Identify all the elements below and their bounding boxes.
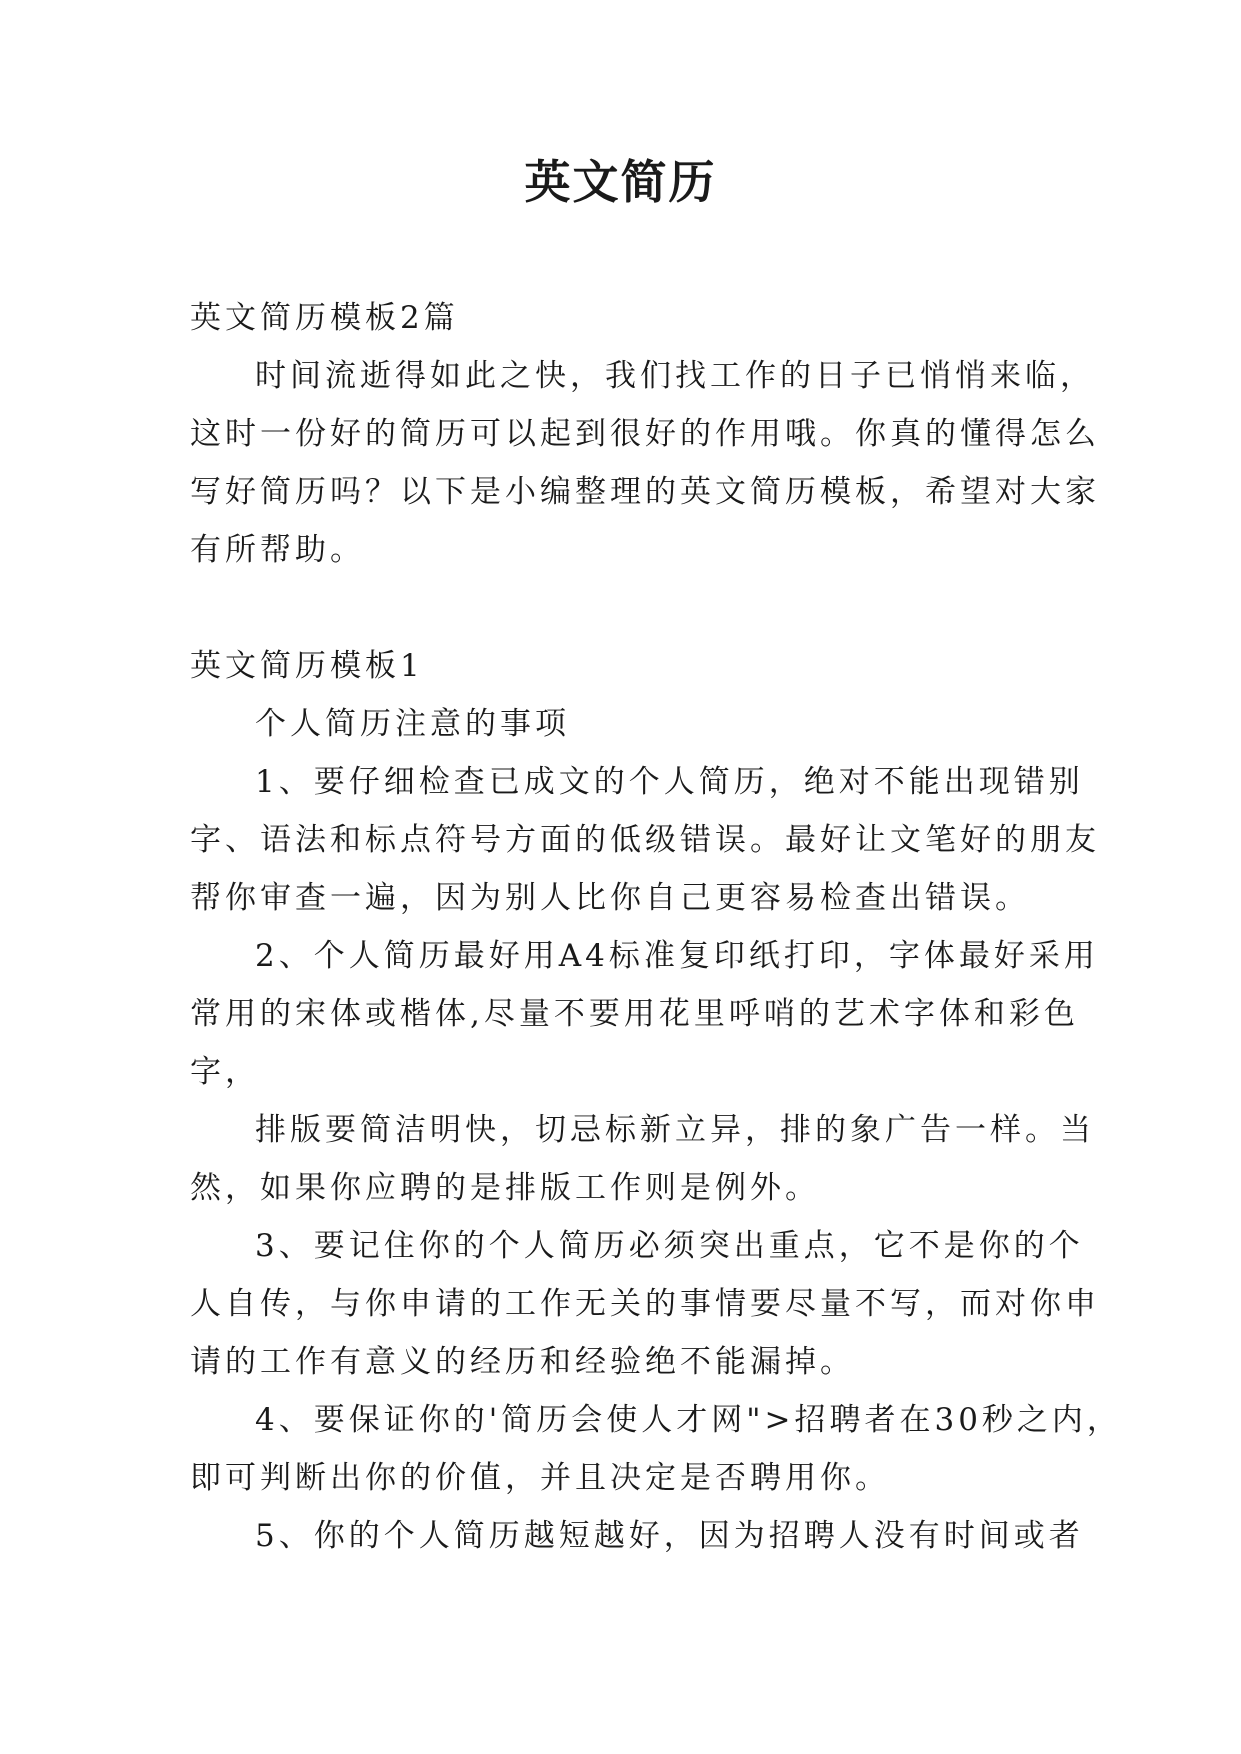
paragraph-line: 有所帮助。 [190,532,365,568]
document-title: 英文简历 [524,155,717,209]
section-heading: 英文简历模板2篇 [190,300,459,336]
paragraph-line: 2、个人简历最好用A4标准复印纸打印，字体最好采用 [255,938,1099,974]
paragraph-line: 这时一份好的简历可以起到很好的作用哦。你真的懂得怎么 [190,416,1100,452]
paragraph-line: 排版要简洁明快，切忌标新立异，排的象广告一样。当 [255,1112,1095,1148]
paragraph-line: 3、要记住你的个人简历必须突出重点，它不是你的个 [255,1228,1084,1264]
paragraph-line: 常用的宋体或楷体,尽量不要用花里呼哨的艺术字体和彩色 [190,996,1079,1032]
paragraph-line: 然，如果你应聘的是排版工作则是例外。 [190,1170,820,1206]
paragraph-line: 字， [190,1054,260,1090]
paragraph-line: 4、要保证你的'简历会使人才网">招聘者在30秒之内， [255,1402,1122,1438]
paragraph-line: 时间流逝得如此之快，我们找工作的日子已悄悄来临， [255,358,1095,394]
paragraph-line: 1、要仔细检查已成文的个人简历，绝对不能出现错别 [255,764,1084,800]
paragraph-line: 即可判断出你的价值，并且决定是否聘用你。 [190,1460,890,1496]
subheading: 个人简历注意的事项 [255,706,570,742]
paragraph-line: 人自传，与你申请的工作无关的事情要尽量不写，而对你申 [190,1286,1100,1322]
section-heading: 英文简历模板1 [190,648,424,684]
paragraph-line: 帮你审查一遍，因为别人比你自己更容易检查出错误。 [190,880,1030,916]
paragraph-line: 写好简历吗？以下是小编整理的英文简历模板，希望对大家 [190,474,1100,510]
paragraph-line: 请的工作有意义的经历和经验绝不能漏掉。 [190,1344,855,1380]
paragraph-line: 字、语法和标点符号方面的低级错误。最好让文笔好的朋友 [190,822,1100,858]
paragraph-line: 5、你的个人简历越短越好，因为招聘人没有时间或者 [255,1518,1084,1554]
